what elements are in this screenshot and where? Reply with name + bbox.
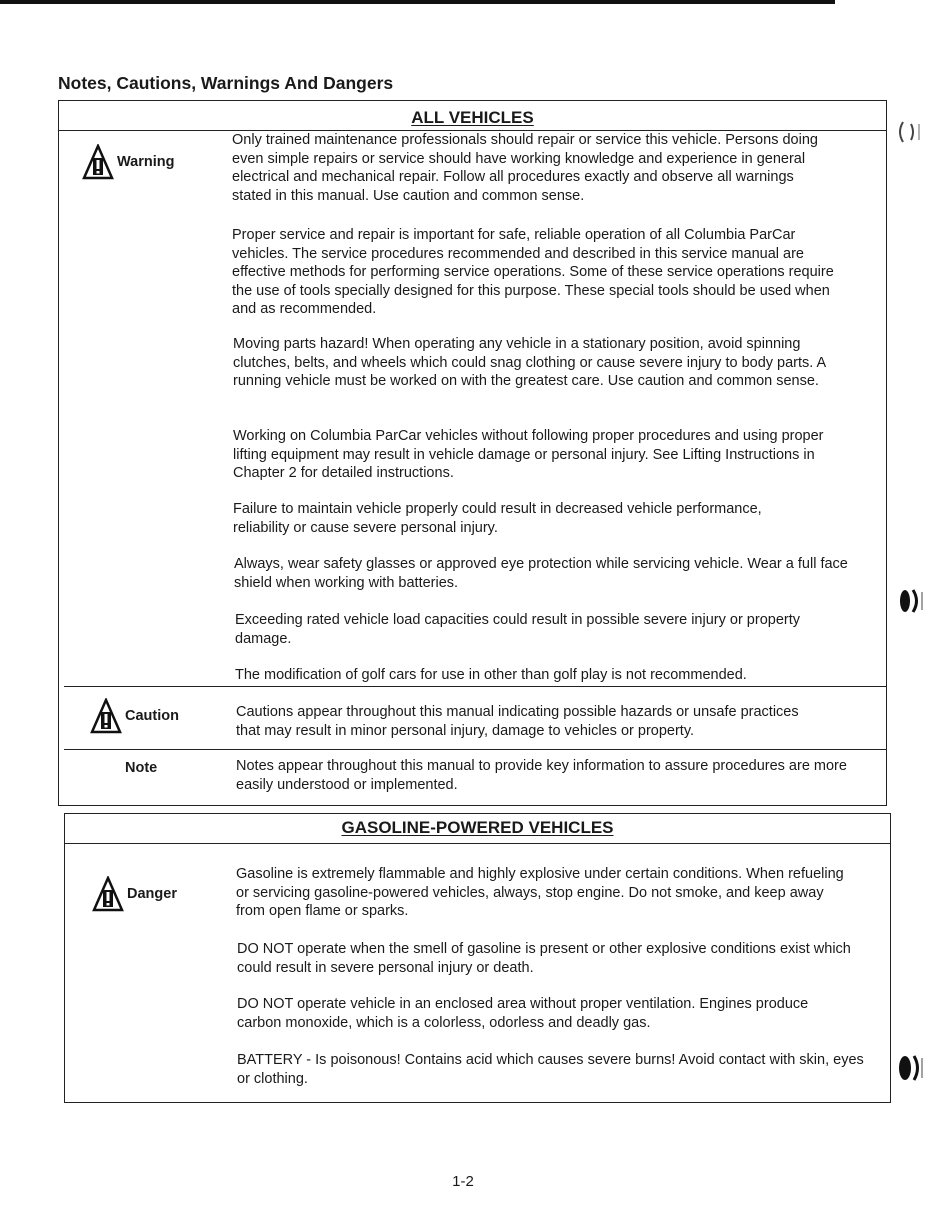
danger-paragraph-4: BATTERY - Is poisonous! Contains acid which causes severe burns! Avoid contact with skin, eyes or clothing. xyxy=(237,1052,864,1087)
top-rule xyxy=(0,0,835,4)
warning-label xyxy=(82,144,174,180)
danger-label xyxy=(92,876,177,912)
note-label-text: Note xyxy=(125,760,158,776)
warning-paragraph-3: Moving parts hazard! When operating any vehicle in a stationary position, avoid spinning clutches, belts, and wheels which could snag clothing or cause severe injury to body parts. A running vehicle must be worked on with the greatest care. Use caution and common sense. xyxy=(233,336,826,389)
note-text: Notes appear throughout this manual to provide key information to assure procedures are more easily understood or implemented. xyxy=(236,758,847,793)
caution-text: Cautions appear throughout this manual indicating possible hazards or unsafe practices that may result in minor personal injury, damage to vehicles or property. xyxy=(236,704,799,739)
warning-triangle-icon xyxy=(90,698,122,734)
binder-hole-mark xyxy=(895,1052,925,1084)
warning-triangle-icon xyxy=(92,876,124,912)
warning-paragraph-6: Always, wear safety glasses or approved eye protection while servicing vehicle. Wear a full face shield when working with batteries. xyxy=(234,556,848,591)
warning-label-text: Warning xyxy=(117,154,175,170)
gasoline-vehicles-title: GASOLINE-POWERED VEHICLES xyxy=(341,818,614,837)
danger-label-text: Danger xyxy=(127,886,177,902)
all-vehicles-title: ALL VEHICLES xyxy=(411,108,534,127)
binder-hole-mark xyxy=(895,118,925,146)
danger-paragraph-3: DO NOT operate vehicle in an enclosed area without proper ventilation. Engines produce carbon monoxide, which is a colorless, odorless and deadly gas. xyxy=(237,996,809,1031)
caution-label xyxy=(90,698,179,734)
warning-paragraph-2: Proper service and repair is important for safe, reliable operation of all Columbia ParCar vehicles. The service procedures recommended and described in this service manual are effective methods for performing service operations. Some of these service operations require the use of tools specially designed for this purpose. These special tools should be used when and as recommended. xyxy=(232,227,834,317)
danger-paragraph-2: DO NOT operate when the smell of gasoline is present or other explosive conditions exist which could result in severe personal injury or death. xyxy=(237,941,851,976)
page-number: 1-2 xyxy=(452,1173,474,1190)
warning-paragraph-7: Exceeding rated vehicle load capacities could result in possible severe injury or property damage. xyxy=(235,612,800,647)
caution-label-text: Caution xyxy=(125,708,179,724)
page-heading: Notes, Cautions, Warnings And Dangers xyxy=(58,73,394,93)
warning-paragraph-5: Failure to maintain vehicle properly could result in decreased vehicle performance, reliability or cause severe personal injury. xyxy=(233,501,762,536)
warning-paragraph-8: The modification of golf cars for use in other than golf play is not recommended. xyxy=(235,667,747,683)
note-divider xyxy=(64,749,887,750)
gasoline-title-rule xyxy=(64,843,891,844)
danger-paragraph-1: Gasoline is extremely flammable and highly explosive under certain conditions. When refueling or servicing gasoline-powered vehicles, always, stop engine. Do not smoke, and keep away from open flame or sparks. xyxy=(236,866,844,919)
binder-hole-mark xyxy=(895,586,925,616)
warning-paragraph-1: Only trained maintenance professionals should repair or service this vehicle. Persons doing even simple repairs or service should have working knowledge and experience in general electrical and mechanical repair. Follow all procedures exactly and observe all warnings stated in this manual. Use caution and common sense. xyxy=(232,132,818,204)
warning-triangle-icon xyxy=(82,144,114,180)
note-label xyxy=(125,760,157,776)
caution-divider xyxy=(64,686,887,687)
warning-paragraph-4: Working on Columbia ParCar vehicles without following proper procedures and using proper lifting equipment may result in vehicle damage or personal injury. See Lifting Instructions in Chapter 2 for detailed instructions. xyxy=(233,428,824,481)
